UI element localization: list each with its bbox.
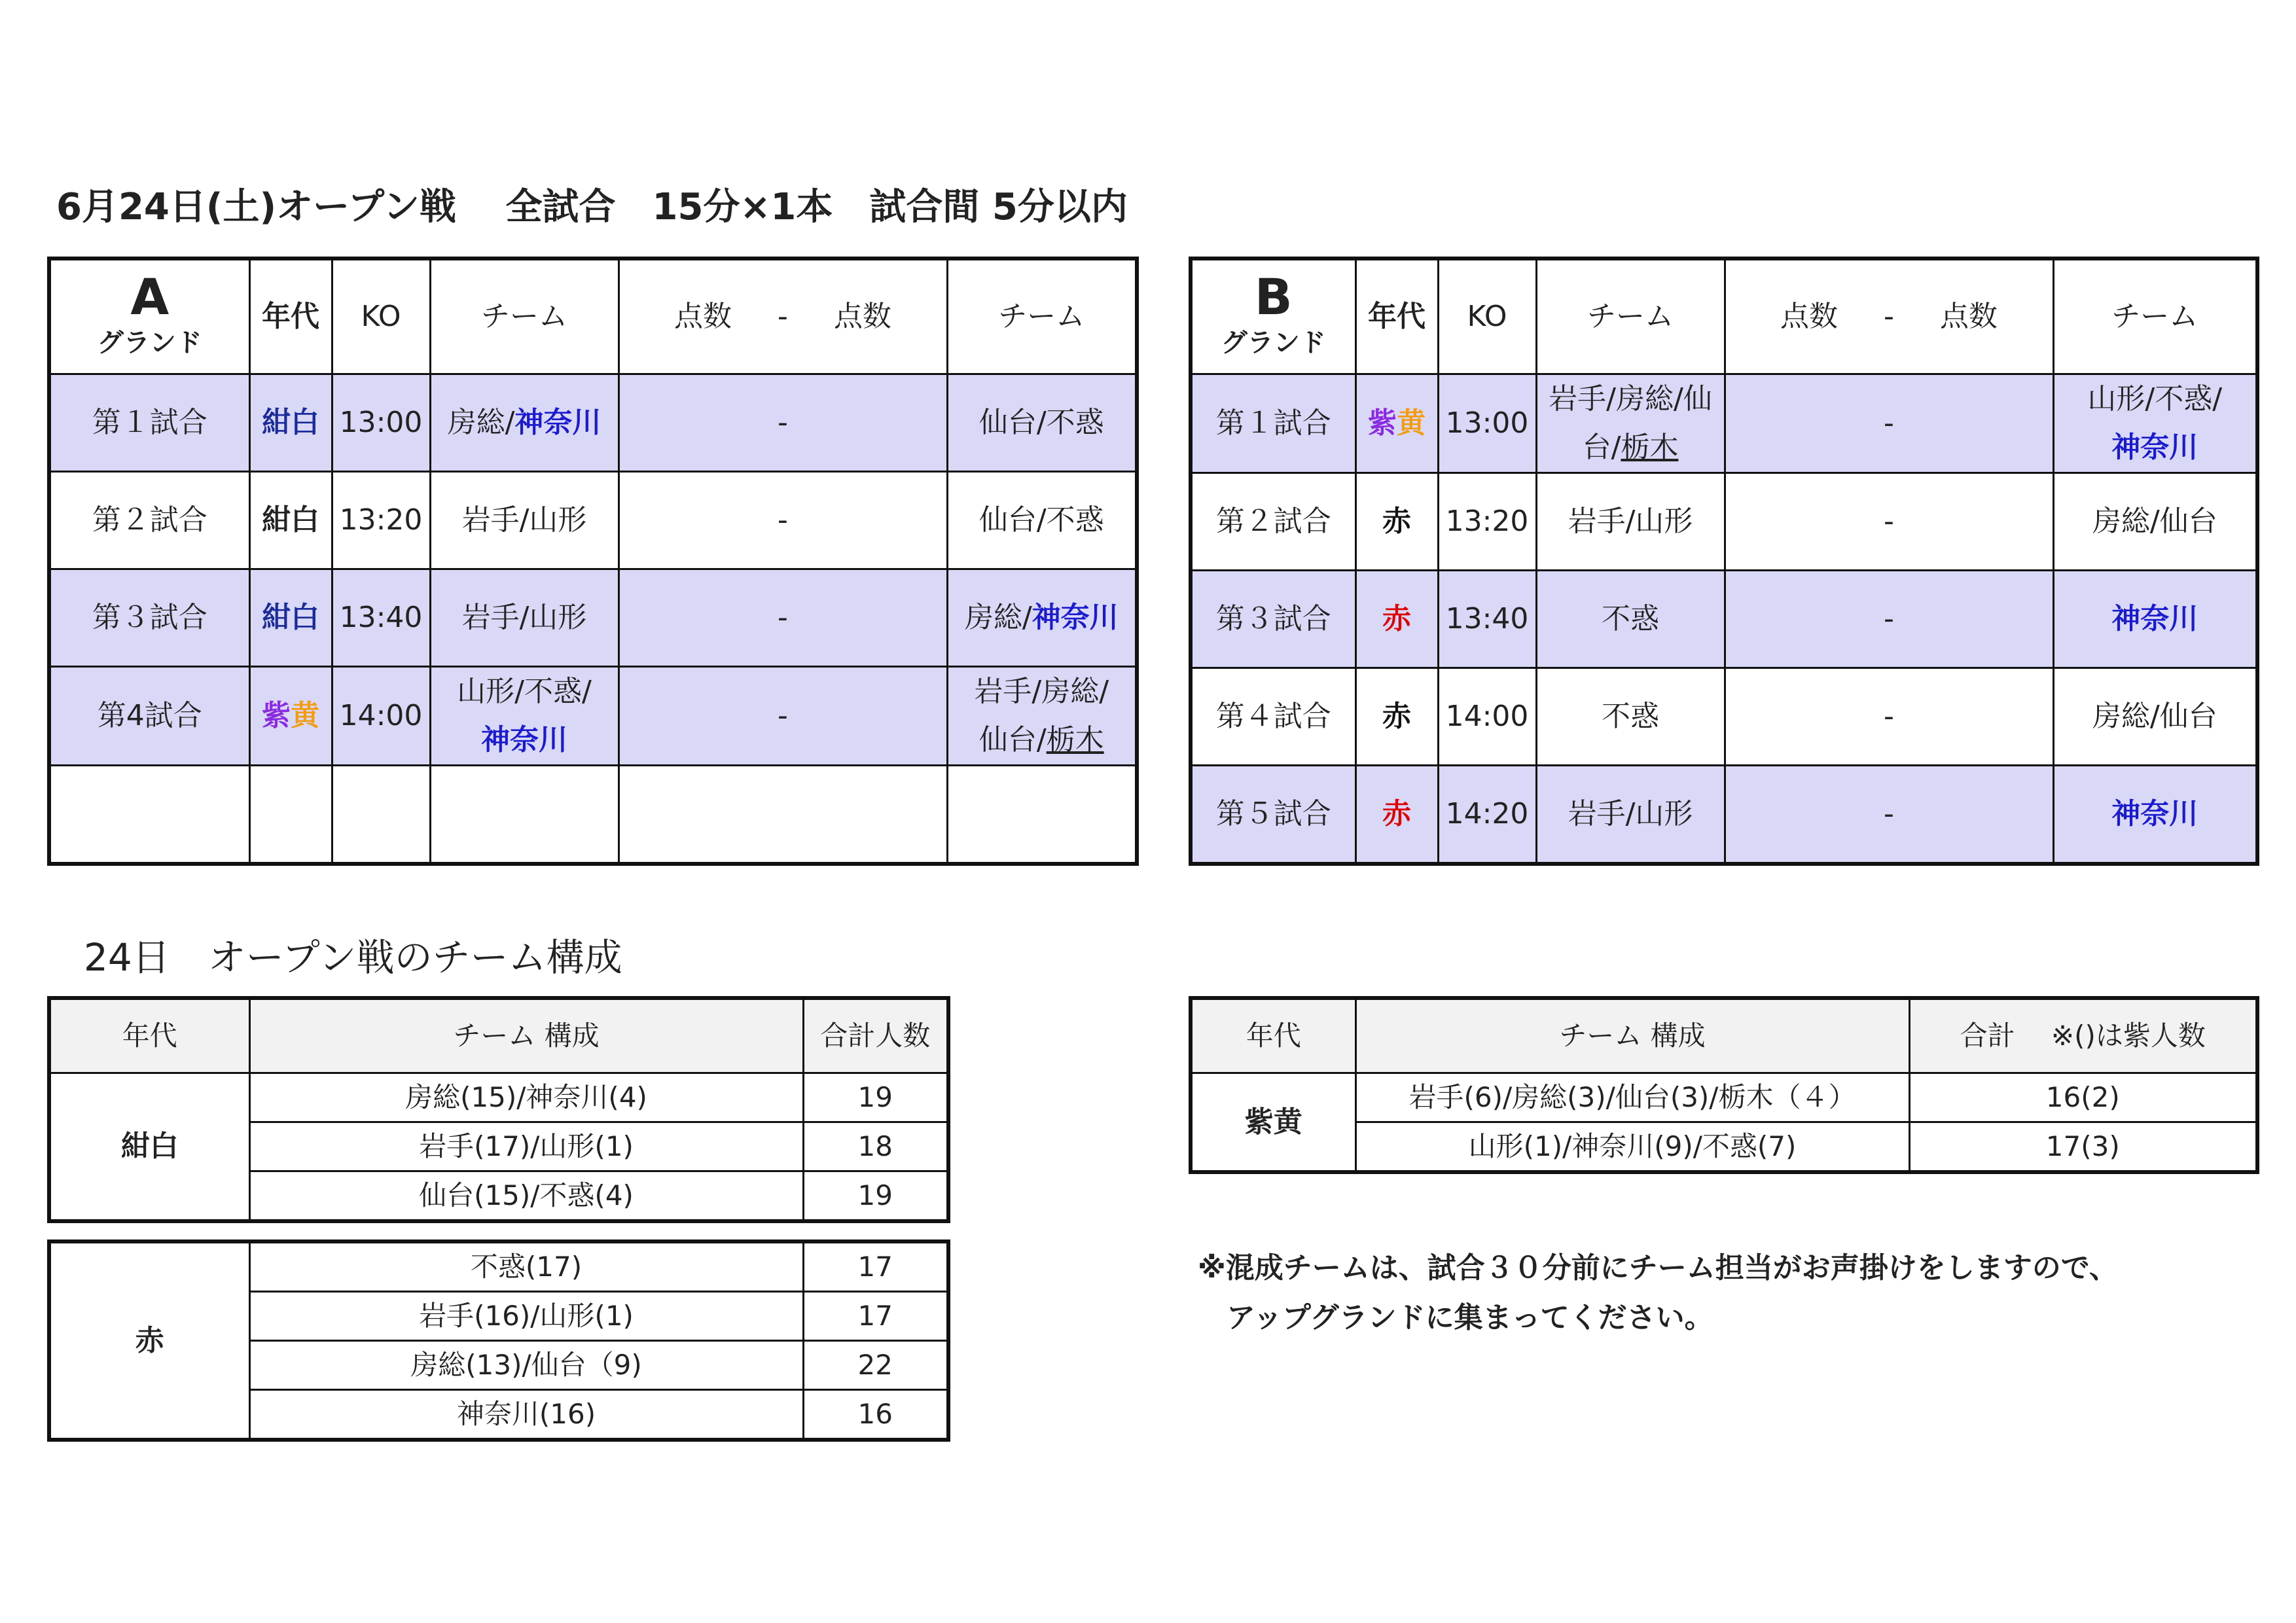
home-team: 不惑 [1536, 571, 1725, 668]
score-cell: - [1725, 374, 2053, 473]
composition-header-row [1191, 998, 2257, 1073]
match-row [49, 472, 1137, 569]
match-label: 第１試合 [49, 374, 249, 472]
ground-label: A グランド [49, 259, 249, 374]
total-count: 22 [803, 1341, 948, 1390]
score-cell: - [1725, 473, 2053, 571]
note-line-1: ※混成チームは、試合３０分前にチーム担当がお声掛けをしますので、 [1198, 1251, 2118, 1285]
match-row [49, 569, 1137, 667]
score-cell: - [1725, 668, 2053, 766]
total-count: 19 [803, 1171, 948, 1222]
total-count: 19 [803, 1073, 948, 1122]
team-composition: 神奈川(16) [249, 1390, 803, 1440]
away-team: 岩手/房総/ 仙台/栃木 [947, 667, 1137, 766]
kickoff-time: 14:20 [1438, 766, 1536, 865]
home-team: 房総/神奈川 [430, 374, 619, 472]
home-team-header: チーム [1536, 259, 1725, 374]
team-composition-header: チーム 構成 [249, 998, 803, 1073]
score-cell: - [1725, 766, 2053, 865]
total-count: 17 [803, 1241, 948, 1292]
team-composition-header: チーム 構成 [1355, 998, 1909, 1073]
team-composition: 房総(13)/仙台（9) [249, 1341, 803, 1390]
total-count: 16(2) [1909, 1073, 2257, 1122]
ko-header: KO [1438, 259, 1536, 374]
match-label: 第２試合 [1191, 473, 1355, 571]
match-row [49, 766, 1137, 865]
nendai-cell: 紫黄 [1355, 374, 1438, 473]
nendai-cell: 赤 [1355, 766, 1438, 865]
home-team [430, 766, 619, 865]
composition-konpaku-table [47, 996, 950, 1223]
total-count: 17(3) [1909, 1122, 2257, 1173]
kickoff-time: 14:00 [332, 667, 430, 766]
total-count: 17 [803, 1292, 948, 1341]
score-cell: - [619, 569, 947, 667]
away-team: 山形/不惑/ 神奈川 [2053, 374, 2257, 473]
composition-header-row [49, 998, 948, 1073]
ground-a-header-row [49, 259, 1137, 374]
home-team: 岩手/房総/仙 台/栃木 [1536, 374, 1725, 473]
away-team: 神奈川 [2053, 766, 2257, 865]
home-team: 岩手/山形 [430, 569, 619, 667]
team-composition: 山形(1)/神奈川(9)/不惑(7) [1355, 1122, 1909, 1173]
nendai-header: 年代 [249, 259, 332, 374]
nendai-group: 紫黄 [1191, 1073, 1355, 1173]
away-team: 房総/仙台 [2053, 473, 2257, 571]
away-team: 房総/仙台 [2053, 668, 2257, 766]
match-label: 第４試合 [1191, 668, 1355, 766]
composition-aka-table [47, 1240, 950, 1442]
team-composition: 岩手(6)/房総(3)/仙台(3)/栃木（４） [1355, 1073, 1909, 1122]
match-label: 第4試合 [49, 667, 249, 766]
nendai-cell: 赤 [1355, 571, 1438, 668]
kickoff-time: 13:20 [1438, 473, 1536, 571]
match-row [1191, 374, 2257, 473]
nendai-cell: 赤 [1355, 668, 1438, 766]
kickoff-time: 13:40 [1438, 571, 1536, 668]
ko-header: KO [332, 259, 430, 374]
away-team: 神奈川 [2053, 571, 2257, 668]
kickoff-time [332, 766, 430, 865]
total-header: 合計 ※()は紫人数 [1909, 998, 2257, 1073]
kickoff-time: 13:40 [332, 569, 430, 667]
match-label: 第２試合 [49, 472, 249, 569]
total-count: 16 [803, 1390, 948, 1440]
score-header: 点数 - 点数 [619, 259, 947, 374]
match-row [1191, 766, 2257, 865]
score-cell: - [619, 667, 947, 766]
nendai-cell: 赤 [1355, 473, 1438, 571]
page-title: 6月24日(土)オープン戦 全試合 15分×1本 試合間 5分以内 [56, 186, 1128, 228]
away-team-header: チーム [2053, 259, 2257, 374]
home-team-header: チーム [430, 259, 619, 374]
score-cell: - [619, 472, 947, 569]
match-row [1191, 571, 2257, 668]
composition-row [49, 1241, 948, 1292]
nendai-cell: 紺白 [249, 374, 332, 472]
match-row [1191, 473, 2257, 571]
nendai-header: 年代 [1355, 259, 1438, 374]
match-label [49, 766, 249, 865]
composition-shiki-table [1189, 996, 2259, 1174]
ground-label: B グランド [1191, 259, 1355, 374]
nendai-cell: 紺白 [249, 569, 332, 667]
away-team-header: チーム [947, 259, 1137, 374]
composition-row [49, 1073, 948, 1122]
home-team: 岩手/山形 [1536, 473, 1725, 571]
home-team: 山形/不惑/ 神奈川 [430, 667, 619, 766]
team-composition: 岩手(17)/山形(1) [249, 1122, 803, 1171]
nendai-header: 年代 [49, 998, 249, 1073]
nendai-cell: 紫黄 [249, 667, 332, 766]
ground-b-header-row [1191, 259, 2257, 374]
match-label: 第５試合 [1191, 766, 1355, 865]
away-team [947, 766, 1137, 865]
team-composition: 不惑(17) [249, 1241, 803, 1292]
team-composition-title: 24日 オープン戦のチーム構成 [84, 935, 622, 980]
mixed-team-note [1198, 1243, 2118, 1343]
nendai-cell: 紺白 [249, 472, 332, 569]
score-header: 点数 - 点数 [1725, 259, 2053, 374]
score-cell [619, 766, 947, 865]
team-composition: 仙台(15)/不惑(4) [249, 1171, 803, 1222]
kickoff-time: 13:00 [1438, 374, 1536, 473]
score-cell: - [619, 374, 947, 472]
nendai-group: 赤 [49, 1241, 249, 1440]
nendai-cell [249, 766, 332, 865]
nendai-group: 紺白 [49, 1073, 249, 1222]
away-team: 仙台/不惑 [947, 374, 1137, 472]
away-team: 仙台/不惑 [947, 472, 1137, 569]
home-team: 岩手/山形 [430, 472, 619, 569]
team-composition: 房総(15)/神奈川(4) [249, 1073, 803, 1122]
score-cell: - [1725, 571, 2053, 668]
team-composition: 岩手(16)/山形(1) [249, 1292, 803, 1341]
total-count: 18 [803, 1122, 948, 1171]
total-header: 合計人数 [803, 998, 948, 1073]
away-team: 房総/神奈川 [947, 569, 1137, 667]
match-row [49, 667, 1137, 766]
home-team: 岩手/山形 [1536, 766, 1725, 865]
match-label: 第１試合 [1191, 374, 1355, 473]
kickoff-time: 13:20 [332, 472, 430, 569]
composition-row [1191, 1073, 2257, 1122]
match-row [49, 374, 1137, 472]
ground-b-schedule-table [1189, 257, 2259, 866]
kickoff-time: 14:00 [1438, 668, 1536, 766]
ground-a-schedule-table [47, 257, 1139, 866]
note-line-2: アップグランドに集まってください。 [1198, 1301, 1713, 1334]
match-label: 第３試合 [1191, 571, 1355, 668]
match-row [1191, 668, 2257, 766]
home-team: 不惑 [1536, 668, 1725, 766]
kickoff-time: 13:00 [332, 374, 430, 472]
nendai-header: 年代 [1191, 998, 1355, 1073]
match-label: 第３試合 [49, 569, 249, 667]
